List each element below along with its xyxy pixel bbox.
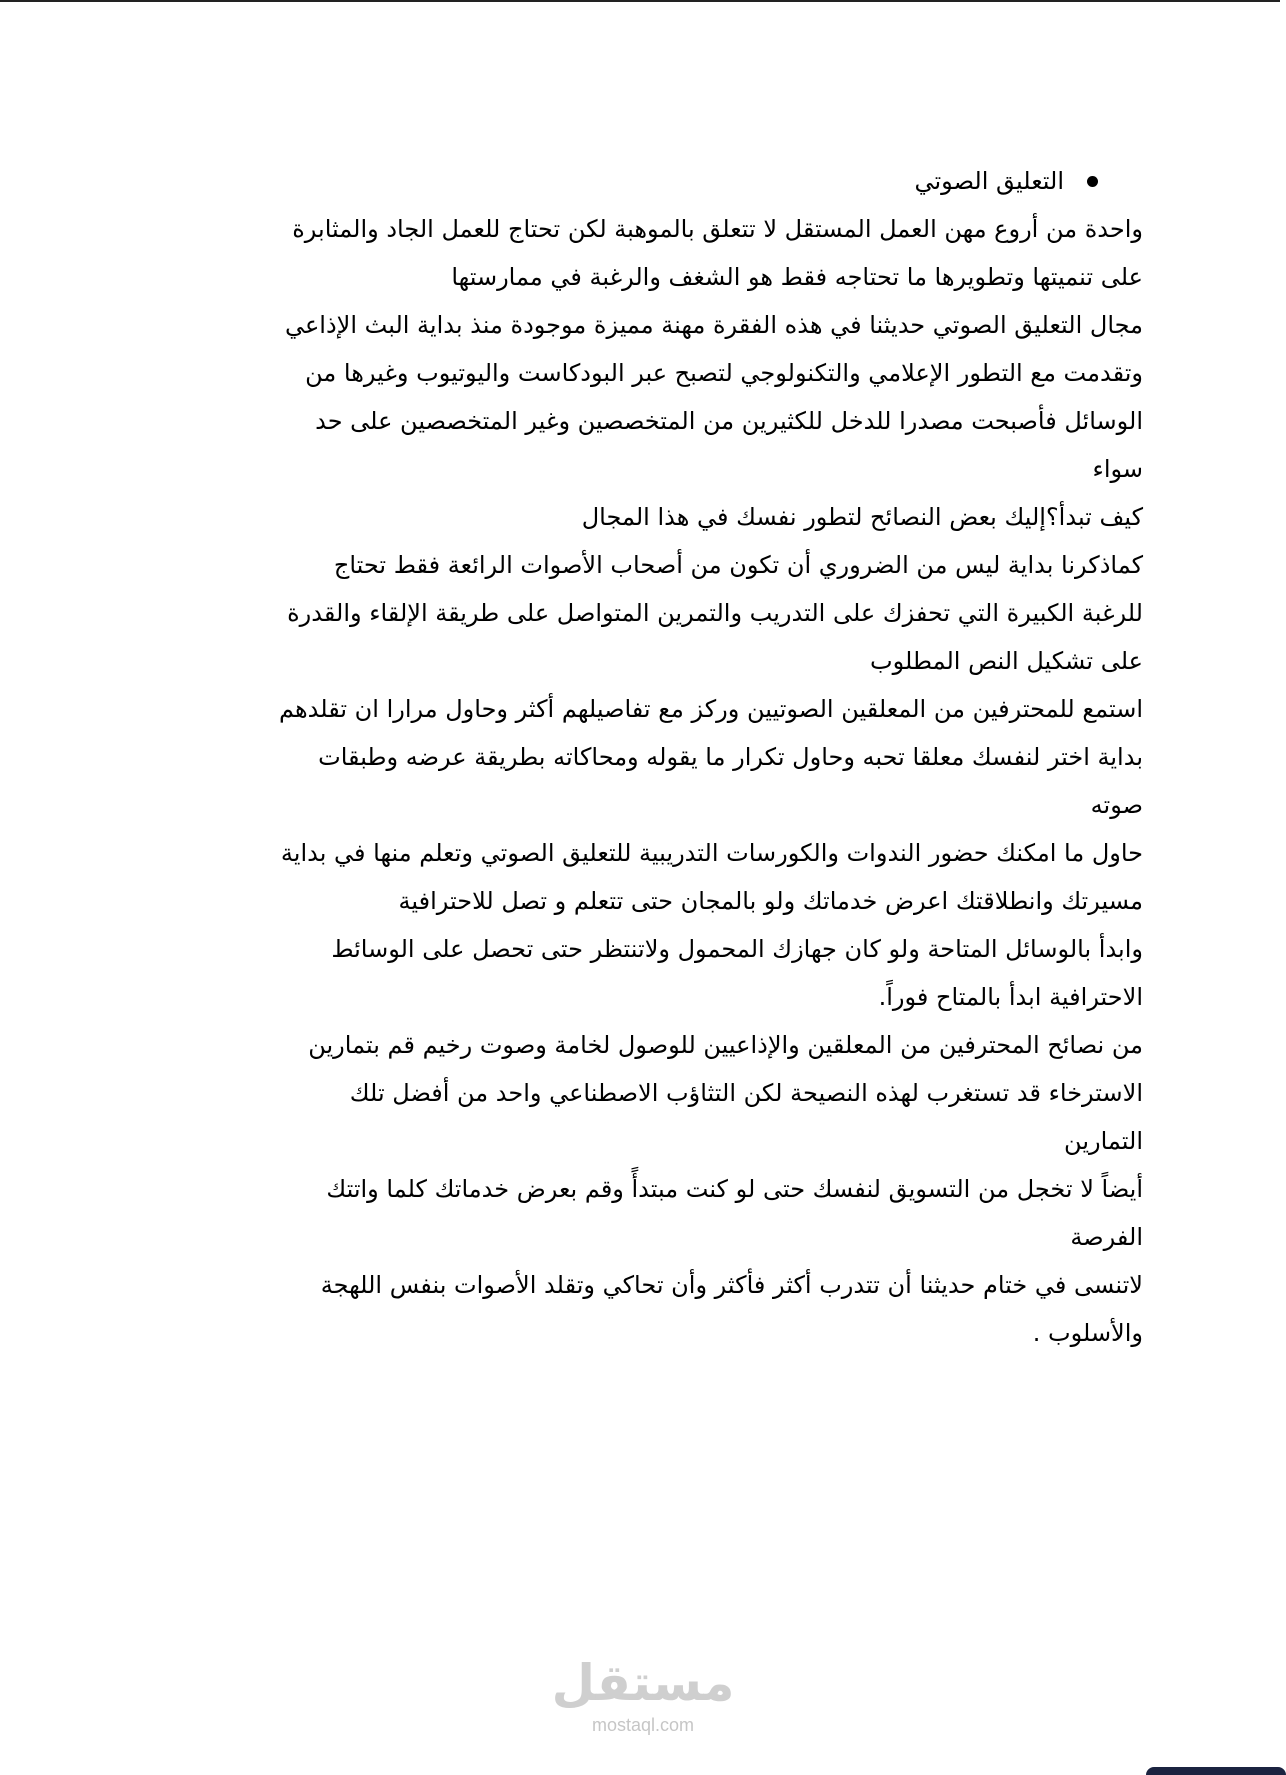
paragraph-line: استمع للمحترفين من المعلقين الصوتيين وركز مع تفاصيلهم أكثر وحاول مرارا ان تقلدهم	[279, 695, 1143, 723]
paragraph-line: كيف تبدأ؟إليك بعض النصائح لتطور نفسك في هذا المجال	[581, 503, 1143, 531]
paragraph-line: الفرصة	[1070, 1223, 1143, 1251]
page-top-border	[0, 0, 1280, 2]
paragraph-line: الاحترافية ابدأ بالمتاح فوراً.	[878, 983, 1143, 1011]
paragraph-line: صوته	[1090, 791, 1143, 819]
paragraph-line: أيضاً لا تخجل من التسويق لنفسك حتى لو كنت مبتدأً وقم بعرض خدماتك كلما واتتك	[326, 1175, 1143, 1203]
paragraph-line: كماذكرنا بداية ليس من الضروري أن تكون من أصحاب الأصوات الرائعة فقط تحتاج	[333, 551, 1143, 579]
paragraph-line: على تشكيل النص المطلوب	[869, 647, 1143, 675]
section-heading-text: التعليق الصوتي	[914, 167, 1064, 195]
paragraph-line: من نصائح المحترفين من المعلقين والإذاعيين للوصول لخامة وصوت رخيم قم بتمارين	[308, 1031, 1143, 1059]
paragraph-line: للرغبة الكبيرة التي تحفزك على التدريب والتمرين المتواصل على طريقة الإلقاء والقدرة	[287, 599, 1143, 627]
paragraph-line: وابدأ بالوسائل المتاحة ولو كان جهازك المحمول ولاتنتظر حتى تحصل على الوسائط	[331, 935, 1143, 963]
paragraph-line: على تنميتها وتطويرها ما تحتاجه فقط هو الشغف والرغبة في ممارستها	[451, 263, 1143, 291]
paragraph-line: مسيرتك وانطلاقتك اعرض خدماتك ولو بالمجان حتى تتعلم و تصل للاحترافية	[398, 887, 1143, 915]
paragraph-line: وتقدمت مع التطور الإعلامي والتكنولوجي لتصبح عبر البودكاست واليوتيوب وغيرها من	[305, 359, 1143, 387]
mostaql-watermark	[0, 1652, 1286, 1736]
paragraph-line: مجال التعليق الصوتي حديثنا في هذه الفقرة مهنة مميزة موجودة منذ بداية البث الإذاعي	[284, 311, 1143, 339]
paragraph-line: حاول ما امكنك حضور الندوات والكورسات التدريبية للتعليق الصوتي وتعلم منها في بداية	[280, 839, 1143, 867]
paragraph-line: الاسترخاء قد تستغرب لهذه النصيحة لكن التثاؤب الاصطناعي واحد من أفضل تلك	[349, 1079, 1143, 1107]
paragraph-line: لاتنسى في ختام حديثنا أن تتدرب أكثر فأكثر وأن تحاكي وتقلد الأصوات بنفس اللهجة	[320, 1271, 1143, 1299]
document-body	[40, 157, 1143, 1357]
watermark-url: mostaql.com	[591, 1715, 695, 1735]
paragraph-line: واحدة من أروع مهن العمل المستقل لا تتعلق بالموهبة لكن تحتاج للعمل الجاد والمثابرة	[292, 215, 1143, 243]
paragraph-line: والأسلوب .	[1032, 1319, 1143, 1347]
paragraph-line: الوسائل فأصبحت مصدرا للدخل للكثيرين من المتخصصين وغير المتخصصين على حد	[315, 407, 1143, 435]
watermark-logo: مستقل	[551, 1654, 735, 1712]
paragraph-line: بداية اختر لنفسك معلقا تحبه وحاول تكرار ما يقوله ومحاكاته بطريقة عرضه وطبقات	[318, 743, 1143, 771]
paragraph-line: التمارين	[1064, 1127, 1143, 1155]
bullet-icon	[1087, 176, 1098, 187]
paragraph-line: سواء	[1092, 455, 1143, 483]
section-heading	[40, 157, 1143, 205]
bottom-corner-tab	[1146, 1767, 1286, 1775]
